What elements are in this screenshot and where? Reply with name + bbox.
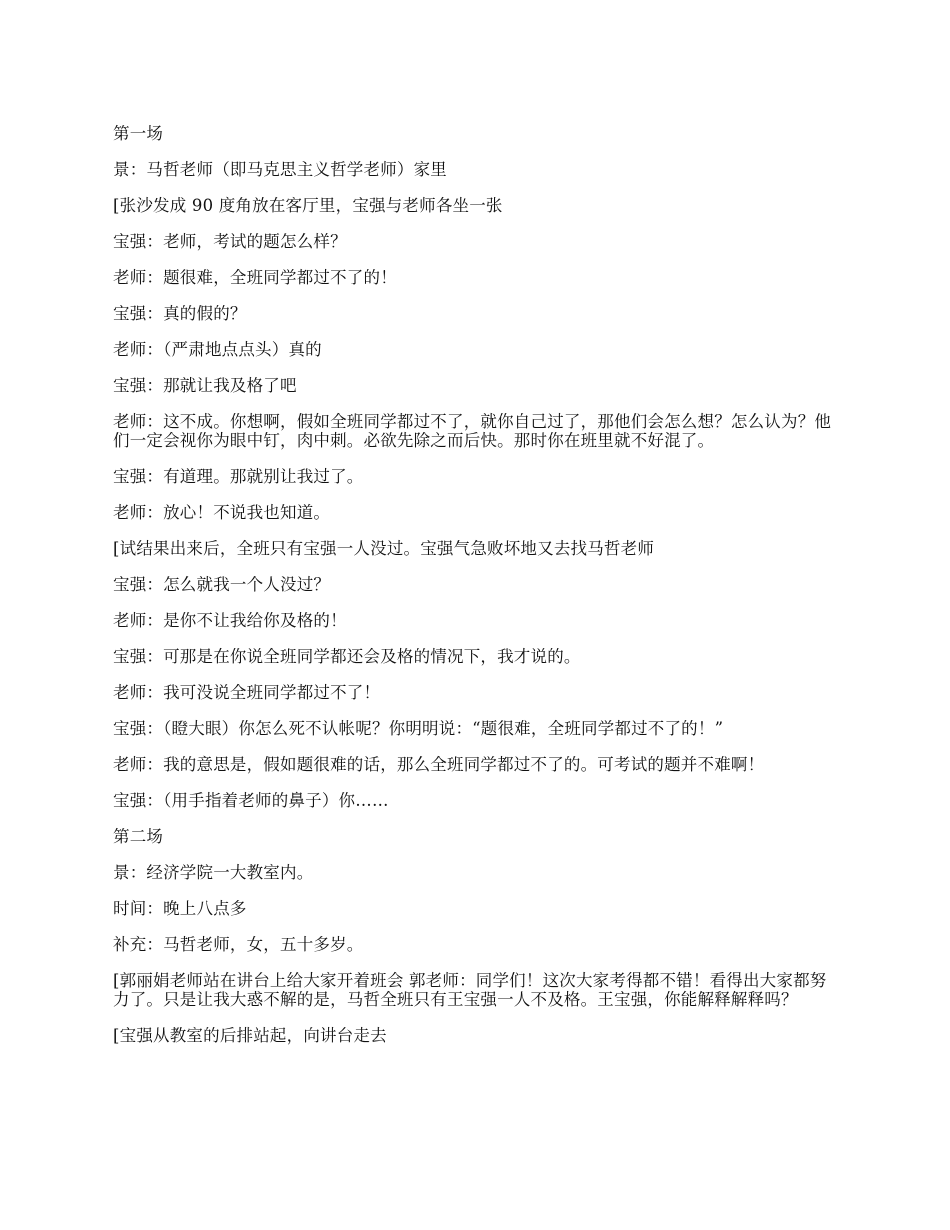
dialogue-line: 老师：（严肃地点点头）真的	[113, 340, 322, 359]
stage-direction: [试结果出来后，全班只有宝强一人没过。宝强气急败坏地又去找马哲老师	[113, 539, 655, 558]
dialogue-line: 老师：我可没说全班同学都过不了！	[113, 683, 381, 702]
dialogue-line: 宝强：可那是在你说全班同学都还会及格的情况下，我才说的。	[113, 647, 581, 666]
note-line: 补充：马哲老师，女，五十多岁。	[113, 935, 364, 954]
dialogue-line: 老师：是你不让我给你及格的！	[113, 611, 347, 630]
time-line: 时间：晚上八点多	[113, 899, 247, 918]
setting-line: 景：经济学院一大教室内。	[113, 863, 314, 882]
dialogue-line: 宝强：老师，考试的题怎么样？	[113, 232, 347, 251]
dialogue-line: 老师：我的意思是，假如题很难的话，那么全班同学都过不了的。可考试的题并不难啊！	[113, 755, 765, 774]
dialogue-line: 宝强：（用手指着老师的鼻子）你……	[113, 791, 389, 810]
dialogue-line: 宝强：真的假的？	[113, 304, 247, 323]
dialogue-line: 宝强：有道理。那就别让我过了。	[113, 467, 364, 486]
dialogue-line: 宝强：怎么就我一个人没过？	[113, 575, 331, 594]
dialogue-line: 老师：这不成。你想啊，假如全班同学都过不了，就你自己过了，那他们会怎么想？怎么认为？他们一定会视你为眼中钉，肉中刺。必欲先除之而后快。那时你在班里就不好混了。	[113, 412, 832, 450]
dialogue-line: 宝强：那就让我及格了吧	[113, 376, 297, 395]
dialogue-line: 老师：题很难，全班同学都过不了的！	[113, 268, 397, 287]
setting-line: 景：马哲老师（即马克思主义哲学老师）家里	[113, 160, 447, 179]
stage-direction: [张沙发成 90 度角放在客厅里，宝强与老师各坐一张	[113, 196, 503, 215]
scene-heading: 第一场	[113, 124, 164, 143]
dialogue-line: 老师：放心！不说我也知道。	[113, 503, 331, 522]
document-page	[113, 124, 838, 1062]
stage-direction: [宝强从教室的后排站起，向讲台走去	[113, 1026, 387, 1045]
scene-heading: 第二场	[113, 827, 164, 846]
stage-direction: [郭丽娟老师站在讲台上给大家开着班会 郭老师：同学们！这次大家考得都不错！看得出大家都努力了。只是让我大惑不解的是，马哲全班只有王宝强一人不及格。王宝强，你能解释解释吗？	[113, 971, 827, 1009]
dialogue-line: 宝强：（瞪大眼）你怎么死不认帐呢？你明明说：“题很难，全班同学都过不了的！”	[113, 719, 724, 738]
